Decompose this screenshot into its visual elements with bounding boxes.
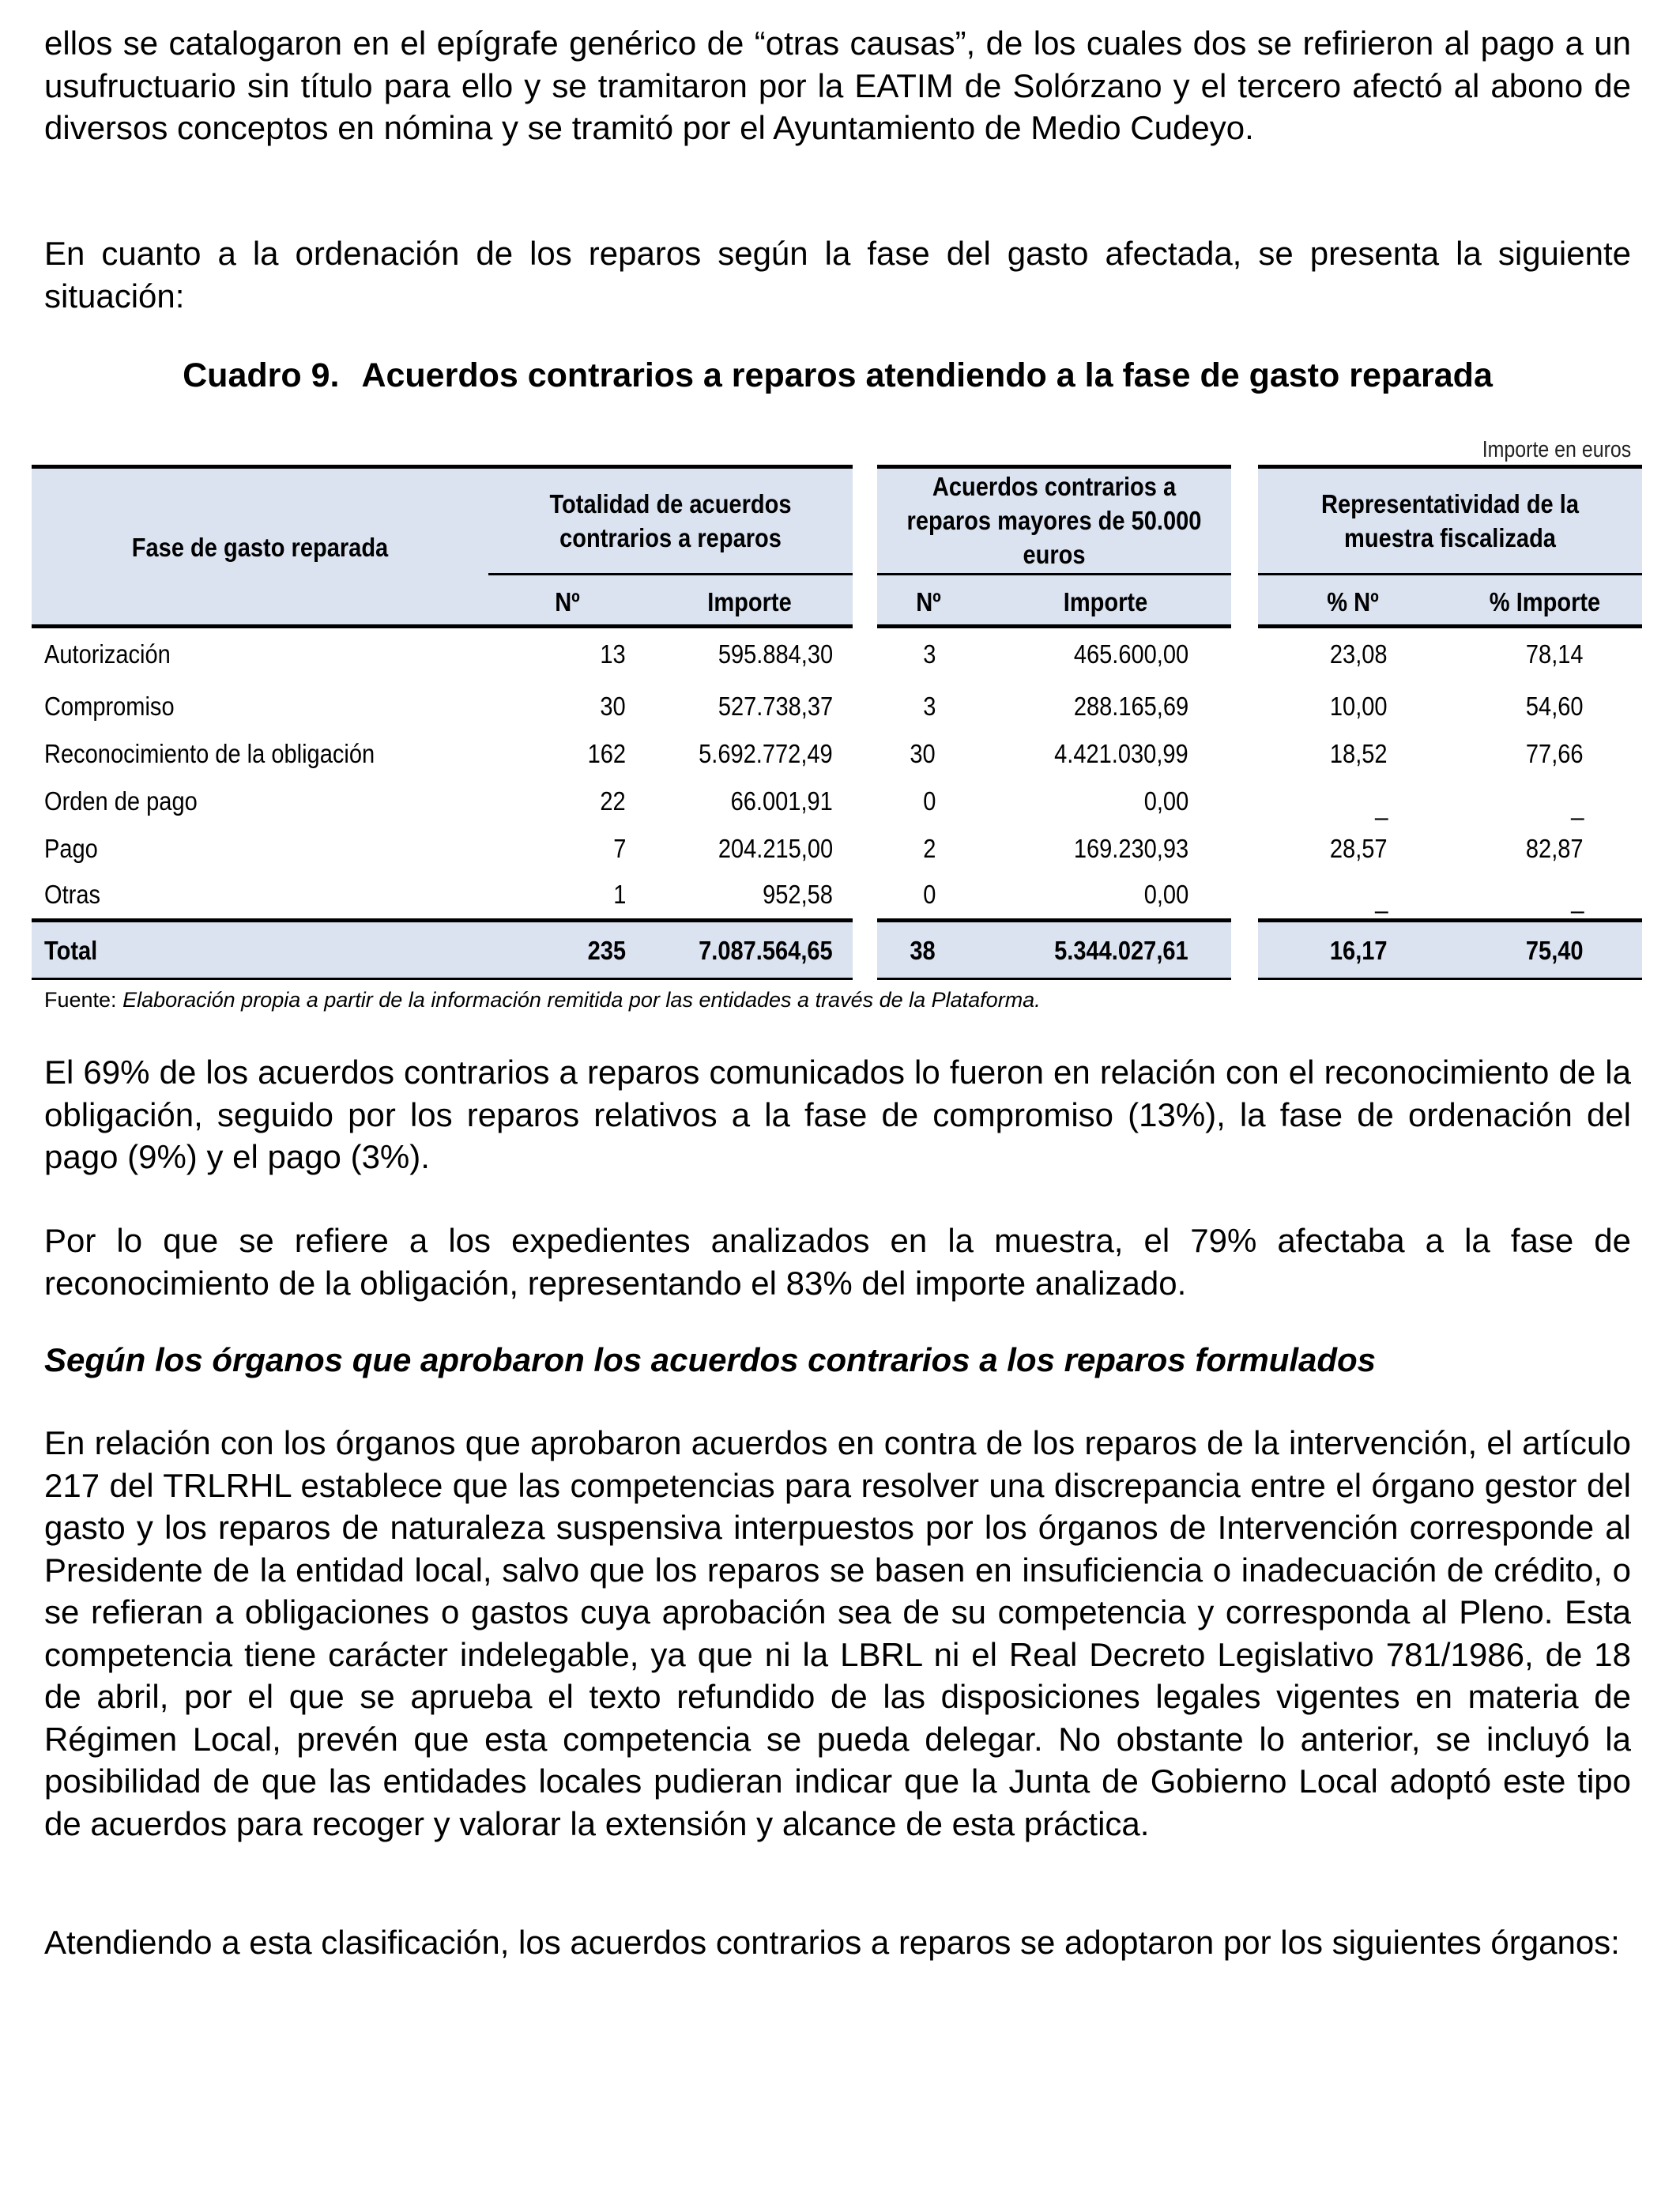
total-bottom-rule-right xyxy=(1258,978,1642,980)
cell-phase: Reconocimiento de la obligación xyxy=(44,739,375,768)
cell-n2: 2 xyxy=(922,834,936,863)
cell-importe2: 0,00 xyxy=(1143,786,1188,816)
header-group2: Acuerdos contrarios a reparos mayores de 50.000 euros xyxy=(906,472,1202,569)
total-bottom-rule-left xyxy=(32,978,853,980)
header-n1: Nº xyxy=(555,587,580,616)
cell-n1: 13 xyxy=(600,639,626,669)
cell-importe1: 66.001,91 xyxy=(730,786,833,816)
cell-pct-n: 28,57 xyxy=(1330,834,1388,863)
header-importe1: Importe xyxy=(707,587,792,616)
cell-pct-importe: 54,60 xyxy=(1526,692,1584,721)
cell-n1: 30 xyxy=(600,692,626,721)
cell-n2: 0 xyxy=(922,880,936,909)
analysis-paragraph-2: Por lo que se refiere a los expedientes analizados en la muestra, el 79% afectaba a la fase de reconocimiento de la obligación, representando el 83% del importe analizado. xyxy=(44,1222,1631,1302)
organs-paragraph: En relación con los órganos que aprobaron acuerdos en contra de los reparos de la intervención, el artículo 217 del TRLRHL establece que las competencias para resolver una discrepancia entre el órgano gestor del gasto y los reparos de naturaleza suspensiva interpuestos por los órganos de Intervención corresponde al Presidente de la entidad local, salvo que los reparos se basen en insuficiencia o inadecuación de crédito, o se refieran a obligaciones o gastos cuya aprobación sea de su competencia y corresponda al Pleno. Esta competencia tiene carácter indelegable, ya que ni la LBRL ni el Real Decreto Legislativo 781/1986, de 18 de abril, por el que se aprueba el texto refundido de las disposiciones legales vigentes en materia de Régimen Local, prevén que esta competencia se pueda delegar. No obstante lo anterior, se incluyó la posibilidad de que las entidades locales pudieran indicar que la Junta de Gobierno Local adoptó este tipo de acuerdos para recoger y valorar la extensión y alcance de esta práctica. xyxy=(44,1424,1631,1842)
cell-n1: 1 xyxy=(612,880,626,909)
intro-paragraph: ellos se catalogaron en el epígrafe genérico de “otras causas”, de los cuales dos se refirieron al pago a un usufructuario sin título para ello y se tramitaron por la EATIM de Solórzano y el tercero afectó al abono de diversos conceptos en nómina y se tramitó por el Ayuntamiento de Medio Cudeyo. xyxy=(44,25,1631,146)
header-bottom-rule-right xyxy=(1258,624,1642,628)
unit-note: Importe en euros xyxy=(1482,437,1631,462)
cell-n1: 7 xyxy=(612,834,626,863)
cell-pct-n: 10,00 xyxy=(1330,692,1388,721)
header-phase: Fase de gasto reparada xyxy=(131,533,389,562)
cell-n2: 3 xyxy=(922,692,936,721)
table-caption-number: Cuadro 9. xyxy=(183,356,340,394)
total-importe1: 7.087.564,65 xyxy=(699,936,833,965)
header-bottom-rule-left xyxy=(32,624,853,628)
cell-phase: Pago xyxy=(44,834,98,863)
header-n2: Nº xyxy=(916,587,941,616)
cell-phase: Otras xyxy=(44,880,101,909)
cell-importe2: 169.230,93 xyxy=(1073,834,1188,863)
group1-underline xyxy=(488,573,853,575)
cell-importe1: 595.884,30 xyxy=(718,639,833,669)
cell-importe1: 527.738,37 xyxy=(718,692,833,721)
total-n2: 38 xyxy=(910,936,936,965)
cell-n1: 22 xyxy=(600,786,626,816)
cell-importe2: 465.600,00 xyxy=(1073,639,1188,669)
total-phase: Total xyxy=(44,936,98,965)
total-n1: 235 xyxy=(587,936,626,965)
cell-phase: Orden de pago xyxy=(44,786,198,816)
top-rule-right xyxy=(1258,465,1642,469)
cell-pct-n: _ xyxy=(1374,884,1388,914)
cell-phase: Compromiso xyxy=(44,692,175,721)
cell-pct-importe: _ xyxy=(1570,791,1584,820)
header-group1: Totalidad de acuerdos contrarios a reparos xyxy=(549,489,792,552)
cell-phase: Autorización xyxy=(44,639,171,669)
header-pct-importe: % Importe xyxy=(1489,587,1601,616)
closing-paragraph: Atendiendo a esta clasificación, los acuerdos contrarios a reparos se adoptaron por los siguientes órganos: xyxy=(44,1924,1620,1961)
header-group3: Representatividad de la muestra fiscalizada xyxy=(1320,489,1580,552)
total-importe2: 5.344.027,61 xyxy=(1054,936,1188,965)
table-source-note xyxy=(44,986,1041,1013)
cell-pct-n: 23,08 xyxy=(1330,639,1388,669)
total-pct-importe: 75,40 xyxy=(1526,936,1584,965)
header-pct-n: % Nº xyxy=(1327,587,1379,616)
source-text: Elaboración propia a partir de la información remitida por las entidades a través de la Plataforma. xyxy=(122,988,1041,1012)
cell-importe1: 5.692.772,49 xyxy=(699,739,833,768)
top-rule-left xyxy=(32,465,853,469)
analysis-paragraph-1: El 69% de los acuerdos contrarios a reparos comunicados lo fueron en relación con el reconocimiento de la obligación, seguido por los reparos relativos a la fase de compromiso (13%), la fase de ordenación del pago (9%) y el pago (3%). xyxy=(44,1054,1631,1175)
cell-n2: 0 xyxy=(922,786,936,816)
cell-importe1: 204.215,00 xyxy=(718,834,833,863)
cell-pct-importe: 82,87 xyxy=(1526,834,1584,863)
cell-n1: 162 xyxy=(587,739,626,768)
group3-underline xyxy=(1258,573,1642,575)
top-rule-middle xyxy=(877,465,1231,469)
cell-pct-n: 18,52 xyxy=(1330,739,1388,768)
table-caption xyxy=(44,354,1631,398)
cell-importe2: 0,00 xyxy=(1143,880,1188,909)
source-label: Fuente: xyxy=(44,988,117,1012)
total-band-right xyxy=(1258,922,1642,978)
cell-n2: 3 xyxy=(922,639,936,669)
table-intro-paragraph: En cuanto a la ordenación de los reparos según la fase del gasto afectada, se presenta la siguiente situación: xyxy=(44,235,1631,315)
cell-pct-importe: 78,14 xyxy=(1526,639,1584,669)
table-caption-title: Acuerdos contrarios a reparos atendiendo a la fase de gasto reparada xyxy=(361,356,1493,394)
cell-pct-n: _ xyxy=(1374,791,1388,820)
section-subheading: Según los órganos que aprobaron los acuerdos contrarios a los reparos formulados xyxy=(44,1341,1377,1378)
cell-pct-importe: 77,66 xyxy=(1526,739,1584,768)
group2-underline xyxy=(877,573,1231,575)
total-bottom-rule-middle xyxy=(877,978,1231,980)
total-pct-n: 16,17 xyxy=(1330,936,1388,965)
cell-importe1: 952,58 xyxy=(763,880,833,909)
header-bottom-rule-middle xyxy=(877,624,1231,628)
header-importe2: Importe xyxy=(1063,587,1148,616)
cell-n2: 30 xyxy=(910,739,936,768)
cell-importe2: 288.165,69 xyxy=(1073,692,1188,721)
cell-importe2: 4.421.030,99 xyxy=(1054,739,1188,768)
cell-pct-importe: _ xyxy=(1570,884,1584,914)
